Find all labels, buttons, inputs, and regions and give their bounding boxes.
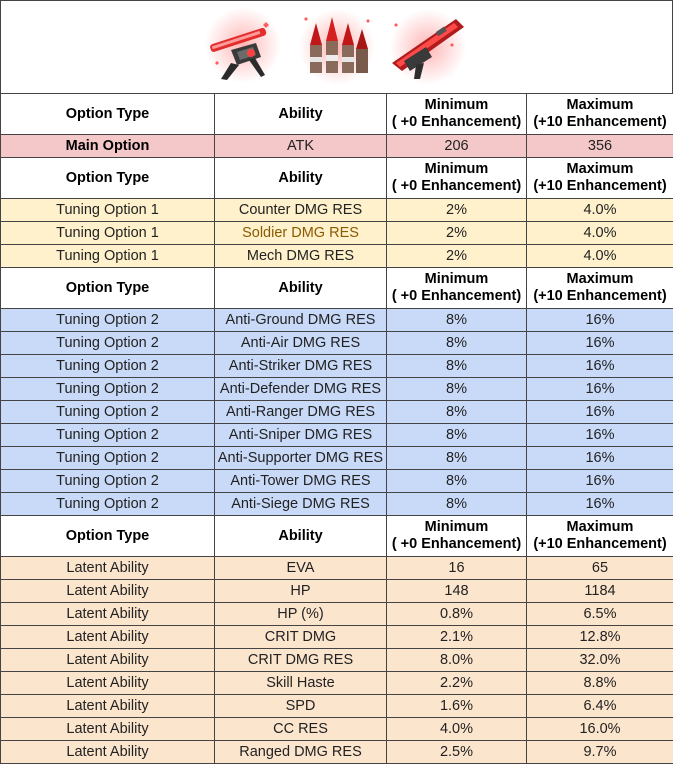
ability-cell: Anti-Striker DMG RES [215, 355, 387, 378]
table-row [1, 695, 673, 718]
table-row [1, 245, 673, 268]
maximum-value-cell: 16% [527, 470, 673, 493]
ability-cell: Anti-Sniper DMG RES [215, 424, 387, 447]
column-header-row [1, 158, 673, 199]
table-row [1, 199, 673, 222]
maximum-value-cell: 16% [527, 332, 673, 355]
minimum-value-cell: 148 [387, 580, 527, 603]
ability-cell: Mech DMG RES [215, 245, 387, 268]
ability-cell: Anti-Air DMG RES [215, 332, 387, 355]
ability-cell: SPD [215, 695, 387, 718]
table-row [1, 222, 673, 245]
minimum-value-cell: 16 [387, 557, 527, 580]
table-row [1, 649, 673, 672]
gear-images-banner [0, 0, 673, 94]
header-maximum-line2: (+10 Enhancement) [533, 288, 667, 304]
header-minimum-line2: ( +0 Enhancement) [391, 114, 522, 130]
maximum-value-cell: 4.0% [527, 222, 673, 245]
minimum-value-cell: 4.0% [387, 718, 527, 741]
header-minimum-line1: Minimum [424, 519, 489, 535]
maximum-value-cell: 16% [527, 447, 673, 470]
table-row [1, 741, 673, 764]
header-maximum-line1: Maximum [566, 271, 634, 287]
table-row [1, 378, 673, 401]
maximum-value-cell: 16% [527, 378, 673, 401]
option-type-cell: Latent Ability [1, 557, 215, 580]
ability-cell: HP [215, 580, 387, 603]
minimum-value-cell: 8% [387, 493, 527, 516]
ability-cell: Soldier DMG RES [215, 222, 387, 245]
ability-cell: EVA [215, 557, 387, 580]
header-option-type: Option Type [1, 516, 215, 557]
table-row [1, 493, 673, 516]
minimum-value-cell: 8% [387, 447, 527, 470]
table-row [1, 447, 673, 470]
header-option-type: Option Type [1, 94, 215, 135]
header-maximum-line2: (+10 Enhancement) [533, 536, 667, 552]
header-minimum [387, 268, 527, 309]
ability-cell: Counter DMG RES [215, 199, 387, 222]
maximum-value-cell: 6.5% [527, 603, 673, 626]
table-row [1, 580, 673, 603]
table-row [1, 672, 673, 695]
maximum-value-cell: 4.0% [527, 245, 673, 268]
ability-cell: CRIT DMG RES [215, 649, 387, 672]
maximum-value-cell: 4.0% [527, 199, 673, 222]
maximum-value-cell: 6.4% [527, 695, 673, 718]
table-row [1, 424, 673, 447]
table-row [1, 309, 673, 332]
ability-cell: Ranged DMG RES [215, 741, 387, 764]
option-type-cell: Latent Ability [1, 649, 215, 672]
minimum-value-cell: 2.5% [387, 741, 527, 764]
header-ability: Ability [215, 516, 387, 557]
minimum-value-cell: 8% [387, 332, 527, 355]
maximum-value-cell: 16.0% [527, 718, 673, 741]
option-type-cell: Tuning Option 2 [1, 401, 215, 424]
minimum-value-cell: 2% [387, 199, 527, 222]
option-type-cell: Tuning Option 2 [1, 424, 215, 447]
option-type-cell: Tuning Option 2 [1, 378, 215, 401]
header-minimum [387, 516, 527, 557]
header-minimum-line1: Minimum [424, 271, 489, 287]
option-type-cell: Tuning Option 1 [1, 199, 215, 222]
minimum-value-cell: 8% [387, 309, 527, 332]
header-maximum-line2: (+10 Enhancement) [533, 178, 667, 194]
ability-cell: Anti-Siege DMG RES [215, 493, 387, 516]
table-row [1, 135, 673, 158]
maximum-value-cell: 1184 [527, 580, 673, 603]
header-minimum [387, 158, 527, 199]
option-type-cell: Latent Ability [1, 718, 215, 741]
minimum-value-cell: 8% [387, 355, 527, 378]
option-type-cell: Tuning Option 2 [1, 332, 215, 355]
option-type-cell: Latent Ability [1, 580, 215, 603]
maximum-value-cell: 16% [527, 309, 673, 332]
option-type-cell: Tuning Option 2 [1, 355, 215, 378]
header-minimum-line1: Minimum [424, 161, 489, 177]
table-row [1, 557, 673, 580]
header-maximum [527, 94, 673, 135]
table-row [1, 626, 673, 649]
minimum-value-cell: 8.0% [387, 649, 527, 672]
maximum-value-cell: 65 [527, 557, 673, 580]
option-type-cell: Tuning Option 2 [1, 447, 215, 470]
maximum-value-cell: 356 [527, 135, 673, 158]
ability-cell: HP (%) [215, 603, 387, 626]
minimum-value-cell: 1.6% [387, 695, 527, 718]
table-row [1, 718, 673, 741]
minimum-value-cell: 8% [387, 401, 527, 424]
ability-cell: Anti-Ranger DMG RES [215, 401, 387, 424]
table-row [1, 332, 673, 355]
ability-cell: CC RES [215, 718, 387, 741]
maximum-value-cell: 32.0% [527, 649, 673, 672]
minimum-value-cell: 2.1% [387, 626, 527, 649]
maximum-value-cell: 12.8% [527, 626, 673, 649]
option-type-cell: Latent Ability [1, 695, 215, 718]
ability-cell: Skill Haste [215, 672, 387, 695]
header-minimum-line2: ( +0 Enhancement) [391, 288, 522, 304]
column-header-row [1, 94, 673, 135]
header-ability: Ability [215, 268, 387, 309]
ability-cell: Anti-Supporter DMG RES [215, 447, 387, 470]
option-type-cell: Main Option [1, 135, 215, 158]
ability-cell: ATK [215, 135, 387, 158]
header-maximum [527, 268, 673, 309]
minimum-value-cell: 0.8% [387, 603, 527, 626]
option-type-cell: Tuning Option 2 [1, 470, 215, 493]
ability-cell: CRIT DMG [215, 626, 387, 649]
minimum-value-cell: 2.2% [387, 672, 527, 695]
header-maximum [527, 516, 673, 557]
column-header-row [1, 516, 673, 557]
option-type-cell: Latent Ability [1, 603, 215, 626]
header-minimum-line2: ( +0 Enhancement) [391, 536, 522, 552]
header-maximum-line1: Maximum [566, 161, 634, 177]
maximum-value-cell: 16% [527, 401, 673, 424]
option-type-cell: Tuning Option 1 [1, 222, 215, 245]
ammo-cartridges-icon [296, 5, 378, 87]
minimum-value-cell: 8% [387, 424, 527, 447]
table-row [1, 603, 673, 626]
minimum-value-cell: 8% [387, 378, 527, 401]
maximum-value-cell: 16% [527, 424, 673, 447]
option-type-cell: Latent Ability [1, 741, 215, 764]
minimum-value-cell: 2% [387, 245, 527, 268]
option-type-cell: Tuning Option 2 [1, 493, 215, 516]
maximum-value-cell: 9.7% [527, 741, 673, 764]
minimum-value-cell: 206 [387, 135, 527, 158]
header-maximum [527, 158, 673, 199]
header-maximum-line1: Maximum [566, 97, 634, 113]
maximum-value-cell: 8.8% [527, 672, 673, 695]
ability-cell: Anti-Tower DMG RES [215, 470, 387, 493]
header-maximum-line2: (+10 Enhancement) [533, 114, 667, 130]
header-maximum-line1: Maximum [566, 519, 634, 535]
option-type-cell: Latent Ability [1, 626, 215, 649]
minimum-value-cell: 2% [387, 222, 527, 245]
option-type-cell: Tuning Option 1 [1, 245, 215, 268]
option-type-cell: Latent Ability [1, 672, 215, 695]
laser-cutter-gear-icon [201, 5, 283, 87]
header-option-type: Option Type [1, 158, 215, 199]
header-option-type: Option Type [1, 268, 215, 309]
gear-stats-table [0, 93, 673, 764]
minimum-value-cell: 8% [387, 470, 527, 493]
option-type-cell: Tuning Option 2 [1, 309, 215, 332]
header-minimum [387, 94, 527, 135]
ability-cell: Anti-Ground DMG RES [215, 309, 387, 332]
maximum-value-cell: 16% [527, 355, 673, 378]
column-header-row [1, 268, 673, 309]
table-row [1, 401, 673, 424]
header-ability: Ability [215, 158, 387, 199]
header-ability: Ability [215, 94, 387, 135]
maximum-value-cell: 16% [527, 493, 673, 516]
table-row [1, 470, 673, 493]
red-rifle-icon [386, 5, 468, 87]
ability-cell: Anti-Defender DMG RES [215, 378, 387, 401]
header-minimum-line2: ( +0 Enhancement) [391, 178, 522, 194]
table-row [1, 355, 673, 378]
header-minimum-line1: Minimum [424, 97, 489, 113]
